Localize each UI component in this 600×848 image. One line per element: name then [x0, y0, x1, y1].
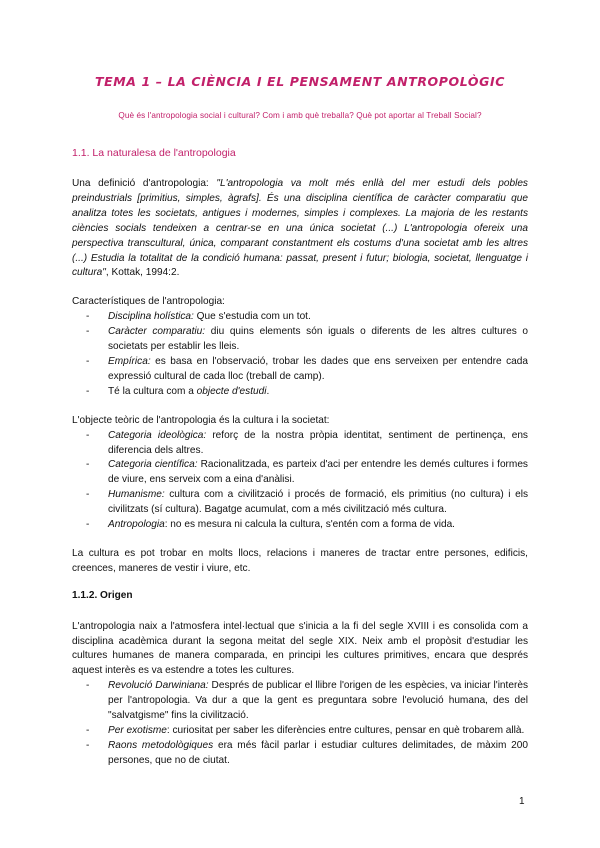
list-item-term: objecte d'estudi: [196, 385, 267, 397]
list-item-text: Racionalitzada, es parteix d'aci per entendre les demés cultures i formes de viure, ens serveix com a eina d'anàlisi.: [108, 459, 528, 486]
definition-intro: Una definició d'antropologia:: [72, 178, 217, 189]
definition-quote: "L'antropologia va molt més enllà del mer estudi dels pobles preindustrials [primitius, simples, àgrafs]. És una disciplina científica de caràcter comparatiu que analitza totes les societats, antigues i modernes, simples i complexes. La majoria de les restants ciències socials tendeixen a centrar-se en una única societat (...) L'antropologia ofereix una perspectiva transcultural, única, comparant constantment els costums d'una societat amb les altres (...) Estudia la totalitat de la condició humana: passat, present i futur; biologia, societat, llenguatge i cultura": [72, 178, 528, 279]
list-item-term: Revolució Darwiniana:: [108, 680, 209, 692]
document-subtitle: Què és l'antropologia social i cultural? Com i amb què treballa? Què pot aportar al Treball Social?: [118, 111, 482, 120]
list-item-term: Categoria ideològica:: [108, 429, 207, 441]
list-item: [72, 325, 528, 355]
list-item: [72, 429, 528, 459]
list-item-term: Per exotisme: [108, 725, 167, 736]
list-item: [72, 739, 528, 769]
list-item: [72, 679, 528, 724]
document-title: TEMA 1 – LA CIÈNCIA I EL PENSAMENT ANTROPOLÒGIC: [95, 74, 505, 89]
characteristics-heading: Característiques de l'antropologia:: [72, 296, 225, 308]
section-heading-1-1-2: 1.1.2. Origen: [72, 589, 133, 601]
list-item-text: es basa en l'observació, trobar les dades que ens serveixen per entendre cada expressió cultural de cada lloc (treball de camp).: [108, 355, 528, 382]
definition-paragraph: [72, 177, 528, 281]
list-item: [72, 355, 528, 385]
list-item-text: Té la cultura com a: [108, 385, 197, 397]
list-item-term: Raons metodològiques: [108, 739, 214, 751]
origin-paragraph: L'antropologia naix a l'atmosfera intel·lectual que s'inicia a la fi del segle XVIII i es consolida com a disciplina acadèmica durant la segona meitat del segle XIX. Neix amb el propòsit d'estudiar les cultures humanes de manera comparada, en principi les cultures primitives, encara que després aquest interès es va estendre a totes les cultures.: [72, 620, 528, 677]
origin-list: [72, 679, 528, 768]
list-item-term: Disciplina holística:: [108, 311, 194, 323]
document-body: [72, 177, 528, 769]
list-item-text: reforç de la nostra pròpia identitat, sentiment de pertinença, ens diferencia dels altres.: [108, 429, 528, 456]
list-item-text: : curiositat per saber les diferències entre cultures, pensar en què trobarem allà.: [166, 725, 525, 736]
list-item: [72, 458, 528, 488]
list-item-term: Caràcter comparatiu:: [108, 326, 206, 338]
list-item: [72, 724, 528, 739]
object-heading: L'objecte teòric de l'antropologia és la cultura i la societat:: [72, 414, 330, 426]
culture-paragraph: La cultura es pot trobar en molts llocs, relacions i maneres de tractar entre persones, edificis, creences, maneres de vestir i viure, etc.: [72, 547, 528, 574]
list-item-term: Humanisme:: [108, 489, 165, 501]
list-item: [72, 518, 528, 533]
list-item-text: era més fàcil parlar i estudiar cultures delimitades, de màxim 200 persones, que no de ciutat.: [108, 739, 529, 766]
list-item-text: Després de publicar el llibre l'origen de les espècies, va iniciar l'interès per l'antropologia. Va dur a que la gent es preguntara sobre l'evolució humana, des del "salvatgisme" fins la civilització.: [108, 680, 528, 722]
list-item-term: Empírica:: [108, 355, 151, 367]
list-item-text: Que s'estudia com un tot.: [193, 311, 311, 323]
list-item-term: Antropologia: [108, 519, 165, 531]
list-item-term: Categoria científica:: [108, 459, 198, 471]
list-item-text: diu quins elements són iguals o diferents de les altres cultures o societats per establir les lleis.: [108, 326, 528, 353]
list-item: [72, 385, 528, 400]
list-item-text: cultura com a civilització i procés de formació, els primitius (no cultura) i els civilitzats (sí cultura). Bagatge acumulat, com a més civilització més cultura.: [108, 489, 528, 516]
object-list: [72, 429, 528, 533]
section-heading-1-1: 1.1. La naturalesa de l'antropologia: [72, 147, 236, 159]
list-item: [72, 488, 528, 518]
list-item-text: : no es mesura ni calcula la cultura, s'entén com a forma de vida.: [164, 519, 455, 531]
characteristics-list: [72, 310, 528, 399]
page-number: 1: [519, 796, 525, 807]
list-item: [72, 310, 528, 325]
list-item-text: .: [266, 385, 270, 397]
definition-citation: , Kottak, 1994:2.: [105, 267, 180, 279]
